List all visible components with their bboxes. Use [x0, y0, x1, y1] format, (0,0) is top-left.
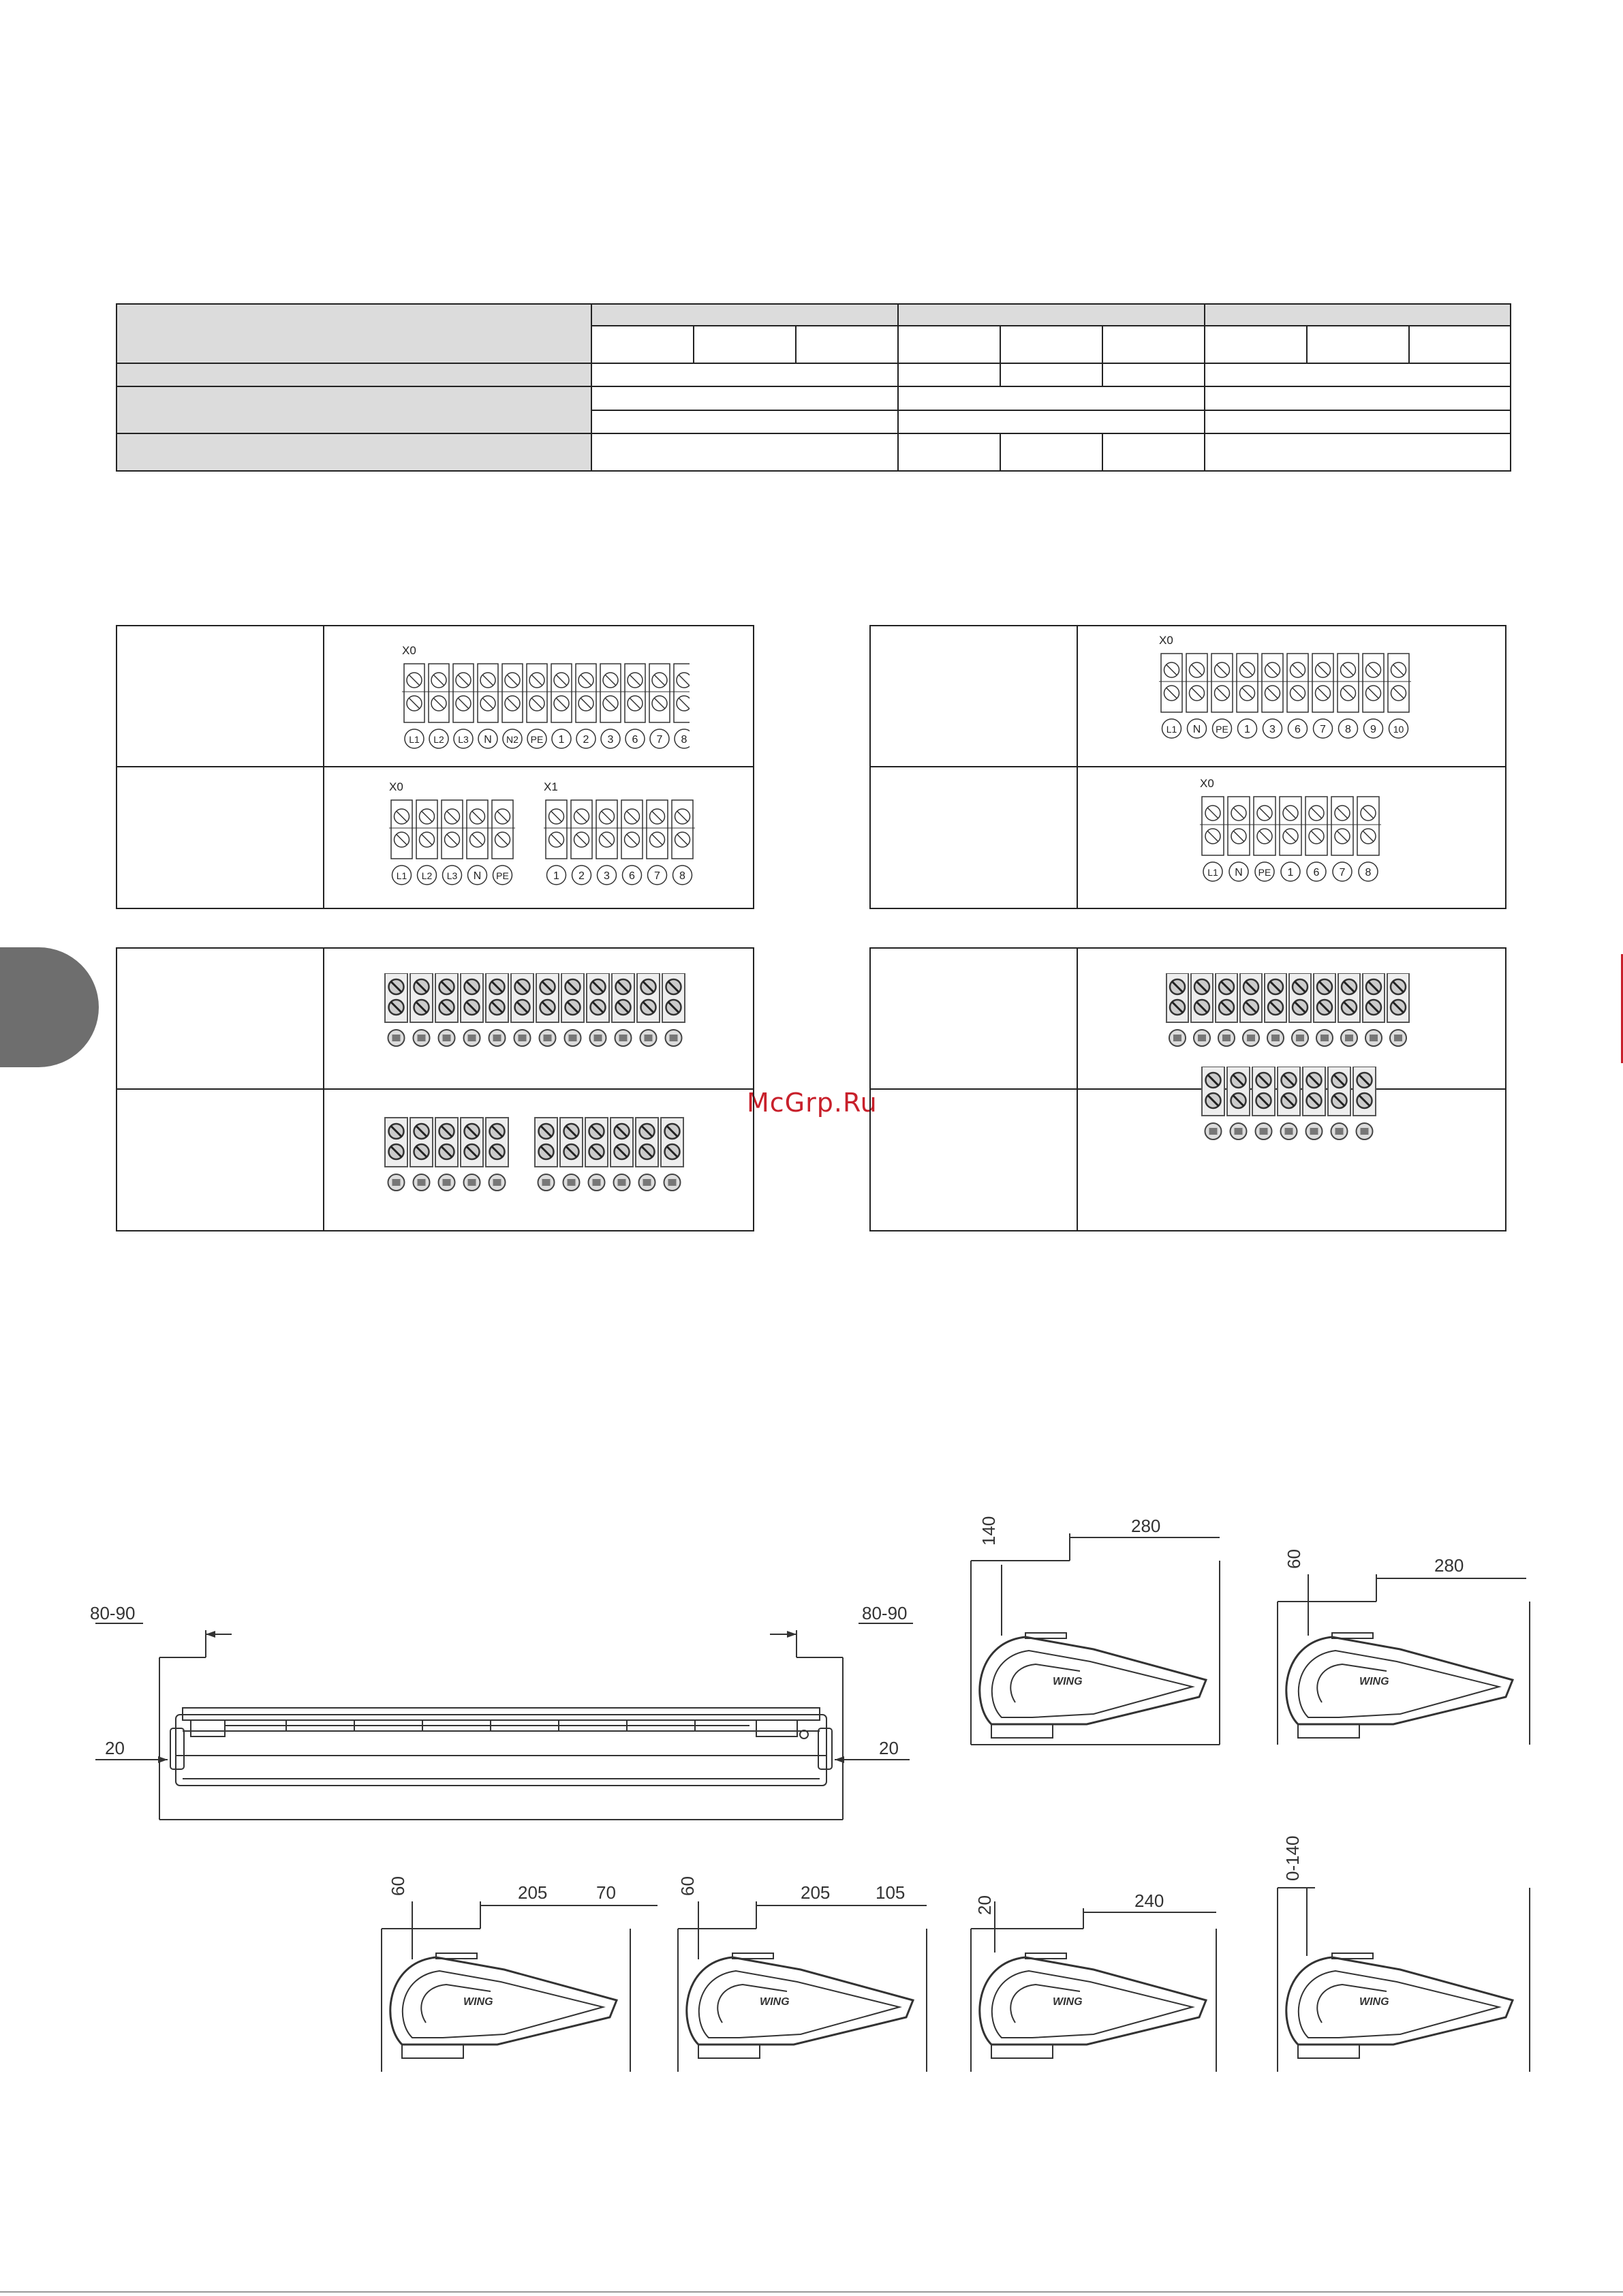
terminal-L2	[429, 664, 449, 748]
svg-text:8: 8	[1345, 724, 1351, 735]
terminal-block-blurred-6	[534, 1112, 697, 1208]
terminal-block-blurred-7	[1201, 1067, 1391, 1196]
profile-drawing-2	[1267, 1540, 1540, 1758]
terminal	[1216, 973, 1237, 1046]
svg-text:1: 1	[1287, 867, 1294, 878]
terminal-block-blurred-10	[1165, 973, 1424, 1069]
terminal	[385, 1118, 407, 1191]
dim-left-side: 20	[105, 1738, 125, 1758]
terminal	[1240, 973, 1262, 1046]
svg-text:7: 7	[654, 870, 660, 882]
terminal-2	[576, 664, 596, 748]
dim-right-gap: 80-90	[862, 1603, 908, 1623]
svg-text:6: 6	[1313, 867, 1320, 878]
front-view-drawing	[68, 1595, 927, 1840]
terminal	[1227, 1067, 1250, 1139]
svg-text:L2: L2	[421, 870, 433, 881]
svg-text:8: 8	[1365, 867, 1372, 878]
svg-text:L1: L1	[409, 734, 420, 745]
terminal-6	[1287, 654, 1308, 738]
terminal-block-x1-6	[538, 777, 702, 900]
spec-table	[116, 303, 1513, 474]
terminal-block-label: X1	[544, 780, 558, 793]
air-curtain-profile	[390, 1953, 617, 2058]
svg-text:N: N	[473, 870, 482, 882]
dim-1-v: 140	[978, 1516, 999, 1546]
terminal	[1353, 1067, 1376, 1139]
air-curtain-profile	[980, 1633, 1206, 1738]
terminal	[435, 1118, 458, 1191]
terminal	[1387, 973, 1409, 1046]
svg-text:3: 3	[604, 870, 610, 882]
terminal	[1338, 973, 1360, 1046]
terminal	[461, 973, 483, 1046]
terminal	[1252, 1067, 1275, 1139]
svg-text:3: 3	[607, 734, 614, 746]
terminal	[511, 973, 534, 1046]
dim-5-v: 20	[974, 1895, 995, 1915]
svg-text:6: 6	[1295, 724, 1301, 735]
svg-text:PE: PE	[1258, 867, 1271, 878]
terminal-2	[571, 800, 592, 885]
svg-text:L1: L1	[1166, 724, 1177, 735]
dim-1-h: 280	[1131, 1516, 1161, 1536]
brand-logo: WING	[1053, 1676, 1083, 1687]
terminal-3	[596, 800, 617, 885]
terminal	[410, 973, 433, 1046]
page-footer-rule	[0, 2291, 1623, 2293]
terminal	[1166, 973, 1188, 1046]
svg-text:1: 1	[558, 734, 565, 746]
terminal	[1289, 973, 1311, 1046]
brand-logo: WING	[463, 1996, 493, 2008]
profile-drawing-1	[961, 1513, 1247, 1758]
terminal	[637, 973, 660, 1046]
terminal-L1	[391, 800, 412, 885]
terminal-PE	[1211, 654, 1233, 738]
terminal-block-blurred-12	[384, 973, 697, 1069]
terminal-7	[1312, 654, 1333, 738]
terminal	[1303, 1067, 1325, 1139]
dim-3-h1: 205	[518, 1882, 548, 1903]
terminal-3	[1262, 654, 1283, 738]
svg-text:8: 8	[681, 734, 687, 746]
terminal	[661, 1118, 683, 1191]
dim-6-v: 0-140	[1282, 1835, 1303, 1881]
brand-logo: WING	[1359, 1676, 1389, 1687]
terminal-block-label: X0	[1159, 634, 1173, 647]
terminal-6	[621, 800, 643, 885]
terminal-8	[1357, 797, 1379, 881]
svg-text:N: N	[1192, 724, 1201, 735]
terminal	[560, 1118, 583, 1191]
terminal-N	[478, 664, 498, 748]
terminal	[1314, 973, 1335, 1046]
terminal	[1202, 1067, 1224, 1139]
svg-text:1: 1	[1244, 724, 1250, 735]
svg-text:L1: L1	[396, 870, 407, 881]
chapter-tab	[0, 947, 99, 1067]
terminal-L2	[416, 800, 437, 885]
terminal	[435, 973, 458, 1046]
terminal	[461, 1118, 483, 1191]
terminal	[410, 1118, 433, 1191]
terminal-7	[1331, 797, 1353, 881]
terminal	[1265, 973, 1286, 1046]
terminal	[612, 973, 634, 1046]
terminal-7	[647, 800, 668, 885]
profile-drawing-4	[668, 1867, 947, 2085]
terminal-PE	[527, 664, 547, 748]
terminal-6	[1305, 797, 1327, 881]
terminal-block-x0-10	[1154, 630, 1426, 753]
dim-5-h: 240	[1134, 1891, 1164, 1911]
terminal	[636, 1118, 658, 1191]
terminal-block-x0-5	[384, 777, 520, 900]
terminal-L1	[1202, 797, 1224, 881]
svg-text:10: 10	[1393, 724, 1404, 735]
dim-4-h1: 205	[801, 1882, 831, 1903]
svg-text:6: 6	[629, 870, 635, 882]
terminal	[486, 973, 508, 1046]
terminal-L3	[442, 800, 463, 885]
terminal-L3	[453, 664, 474, 748]
terminal-N	[1228, 797, 1250, 881]
brand-logo: WING	[1053, 1996, 1083, 2008]
terminal-8	[1338, 654, 1359, 738]
terminal-block-label: X0	[389, 780, 403, 793]
dim-3-v: 60	[388, 1876, 408, 1896]
profile-drawing-3	[371, 1867, 671, 2085]
svg-text:2: 2	[583, 734, 589, 746]
svg-text:2: 2	[578, 870, 585, 882]
terminal	[587, 973, 609, 1046]
svg-text:7: 7	[1339, 867, 1346, 878]
svg-text:L2: L2	[433, 734, 444, 745]
terminal-L1	[1161, 654, 1182, 738]
dim-3-h2: 70	[596, 1882, 616, 1903]
profile-drawing-6	[1267, 1813, 1540, 2085]
terminal-1	[551, 664, 572, 748]
dim-4-h2: 105	[876, 1882, 906, 1903]
brand-logo: WING	[1359, 1996, 1389, 2008]
terminal-7	[649, 664, 670, 748]
terminal-block-x0-7	[1194, 774, 1399, 896]
svg-text:PE: PE	[1216, 724, 1228, 735]
air-curtain-profile	[1286, 1633, 1513, 1738]
terminal-1	[1237, 654, 1258, 738]
terminal	[1278, 1067, 1300, 1139]
terminal-8	[672, 800, 693, 885]
terminal-9	[1363, 654, 1384, 738]
terminal	[585, 1118, 608, 1191]
svg-text:1: 1	[553, 870, 559, 882]
svg-text:PE: PE	[496, 870, 509, 881]
watermark: McGrp.Ru	[747, 1088, 878, 1118]
svg-text:L3: L3	[446, 870, 458, 881]
svg-text:7: 7	[656, 734, 663, 746]
terminal-PE	[1254, 797, 1276, 881]
dim-2-h: 280	[1434, 1555, 1464, 1576]
svg-text:7: 7	[1320, 724, 1326, 735]
terminal	[385, 973, 407, 1046]
svg-text:6: 6	[632, 734, 638, 746]
terminal-block-blurred-5	[384, 1112, 520, 1208]
terminal	[610, 1118, 633, 1191]
terminal	[1328, 1067, 1350, 1139]
svg-text:PE: PE	[530, 734, 544, 745]
dim-2-v: 60	[1284, 1549, 1304, 1569]
svg-text:N: N	[1235, 867, 1243, 878]
terminal-N2	[502, 664, 523, 748]
terminal-10	[1388, 654, 1409, 738]
terminal	[1363, 973, 1385, 1046]
svg-text:N2: N2	[506, 734, 519, 745]
air-curtain-profile	[1286, 1953, 1513, 2058]
terminal-block-label: X0	[402, 644, 416, 657]
terminal-block-label: X0	[1200, 777, 1214, 790]
svg-text:N: N	[484, 734, 492, 746]
dim-left-gap: 80-90	[90, 1603, 136, 1623]
terminal-PE	[492, 800, 513, 885]
terminal	[535, 1118, 557, 1191]
air-curtain-profile	[980, 1953, 1206, 2058]
terminal-1	[546, 800, 567, 885]
terminal-8	[674, 664, 690, 748]
svg-text:9: 9	[1370, 724, 1376, 735]
terminal	[1191, 973, 1213, 1046]
dim-right-side: 20	[879, 1738, 899, 1758]
svg-text:L1: L1	[1207, 867, 1218, 878]
svg-text:L3: L3	[458, 734, 469, 745]
terminal	[536, 973, 559, 1046]
svg-text:8: 8	[679, 870, 685, 882]
terminal	[486, 1118, 508, 1191]
terminal-3	[600, 664, 621, 748]
dim-4-v: 60	[677, 1876, 698, 1896]
terminal	[561, 973, 584, 1046]
terminal-L1	[404, 664, 424, 748]
terminal	[662, 973, 685, 1046]
terminal-1	[1280, 797, 1301, 881]
terminal-block-x0-12	[397, 641, 690, 750]
terminal-N	[1186, 654, 1207, 738]
terminal-6	[625, 664, 645, 748]
terminal-N	[467, 800, 488, 885]
air-curtain-profile	[687, 1953, 913, 2058]
brand-logo: WING	[760, 1996, 790, 2008]
profile-drawing-5	[961, 1888, 1240, 2085]
svg-text:3: 3	[1269, 724, 1276, 735]
